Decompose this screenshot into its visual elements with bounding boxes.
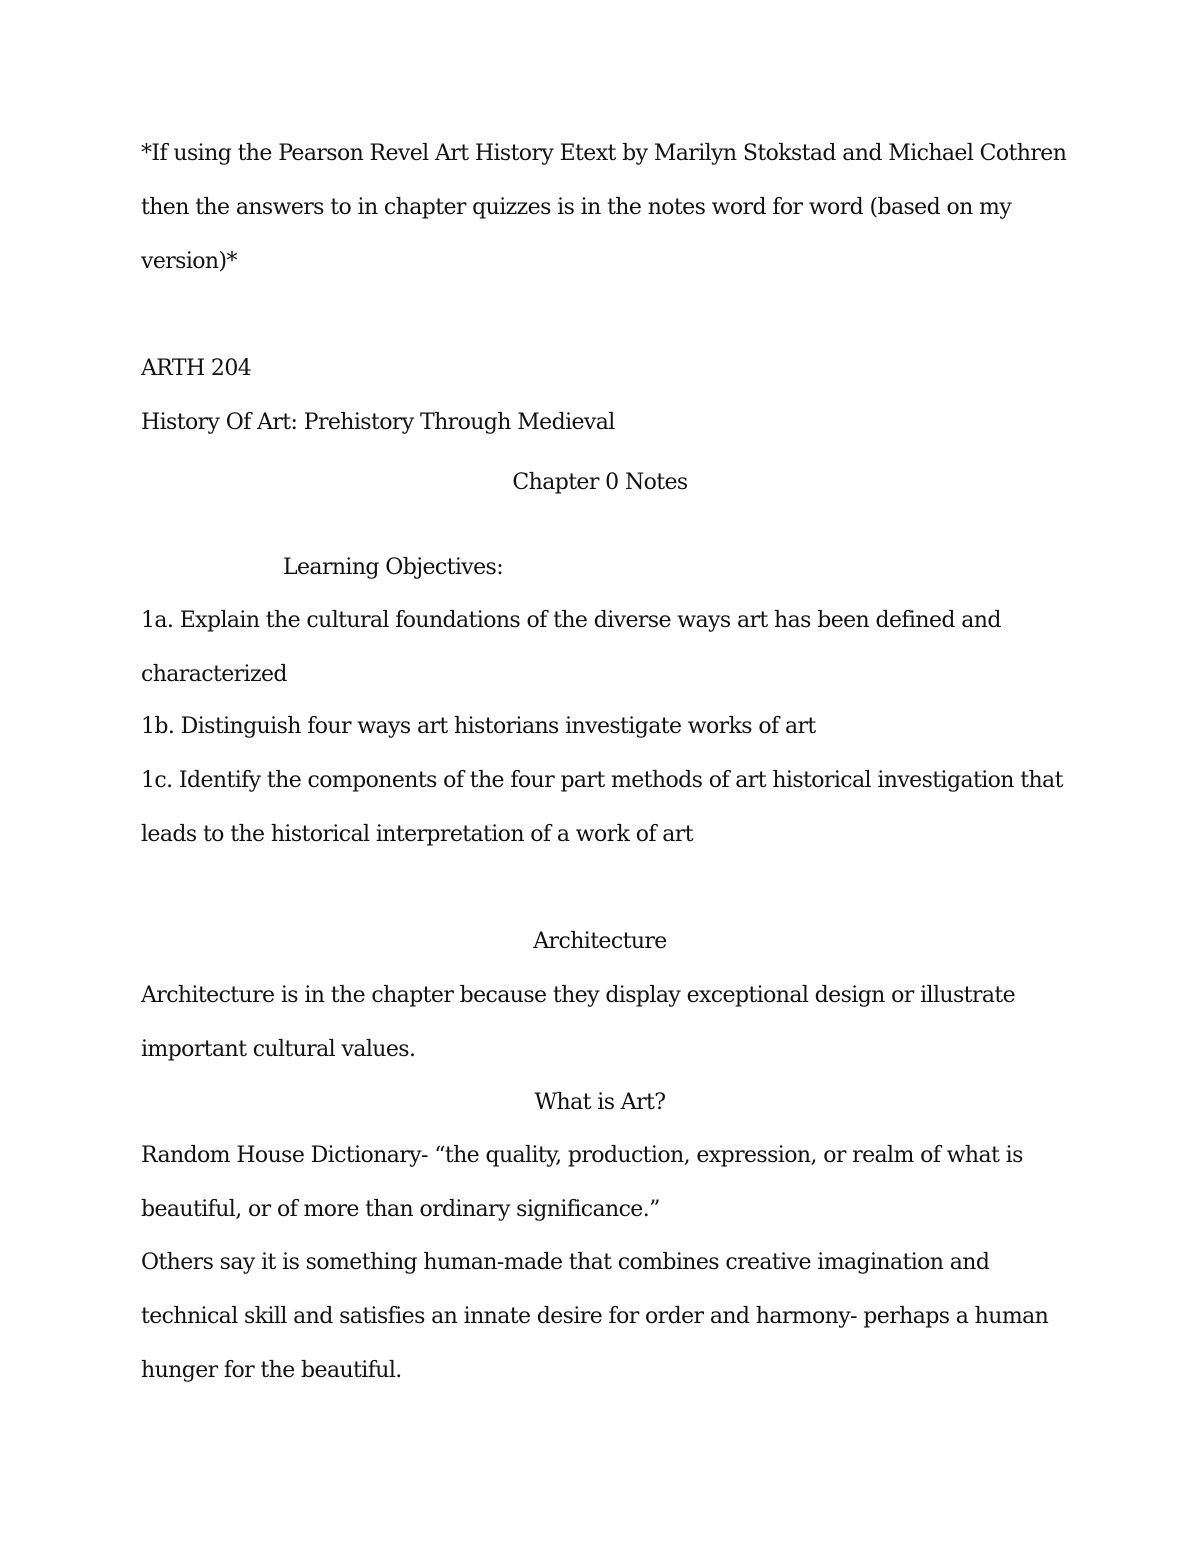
- objective-line-4: 1c. Identify the components of the four part methods of art historical investigation that: [141, 768, 1063, 793]
- architecture-line-2: important cultural values.: [141, 1037, 416, 1062]
- note-line-2: then the answers to in chapter quizzes is in the notes word for word (based on my: [141, 195, 1012, 220]
- chapter-heading: Chapter 0 Notes: [512, 470, 688, 495]
- what-is-art-heading: What is Art?: [534, 1090, 666, 1115]
- course-code: ARTH 204: [141, 356, 252, 381]
- objective-line-5: leads to the historical interpretation of a work of art: [141, 822, 693, 847]
- objective-line-1: 1a. Explain the cultural foundations of the diverse ways art has been defined and: [141, 608, 1001, 633]
- architecture-heading: Architecture: [533, 929, 667, 954]
- note-line-3: version)*: [141, 249, 237, 274]
- objective-line-2: characterized: [141, 662, 287, 687]
- definition-line-5: hunger for the beautiful.: [141, 1358, 402, 1383]
- note-line-1: *If using the Pearson Revel Art History Etext by Marilyn Stokstad and Michael Cothren: [141, 141, 1067, 166]
- definition-line-2: beautiful, or of more than ordinary significance.”: [141, 1197, 660, 1222]
- definition-line-1: Random House Dictionary- “the quality, production, expression, or realm of what is: [141, 1143, 1023, 1168]
- architecture-line-1: Architecture is in the chapter because they display exceptional design or illustrate: [141, 983, 1015, 1008]
- course-title: History Of Art: Prehistory Through Medieval: [141, 410, 615, 435]
- objective-line-3: 1b. Distinguish four ways art historians investigate works of art: [141, 714, 816, 739]
- definition-line-4: technical skill and satisfies an innate desire for order and harmony- perhaps a human: [141, 1304, 1049, 1329]
- definition-line-3: Others say it is something human-made that combines creative imagination and: [141, 1250, 990, 1275]
- objectives-heading: Learning Objectives:: [283, 555, 504, 580]
